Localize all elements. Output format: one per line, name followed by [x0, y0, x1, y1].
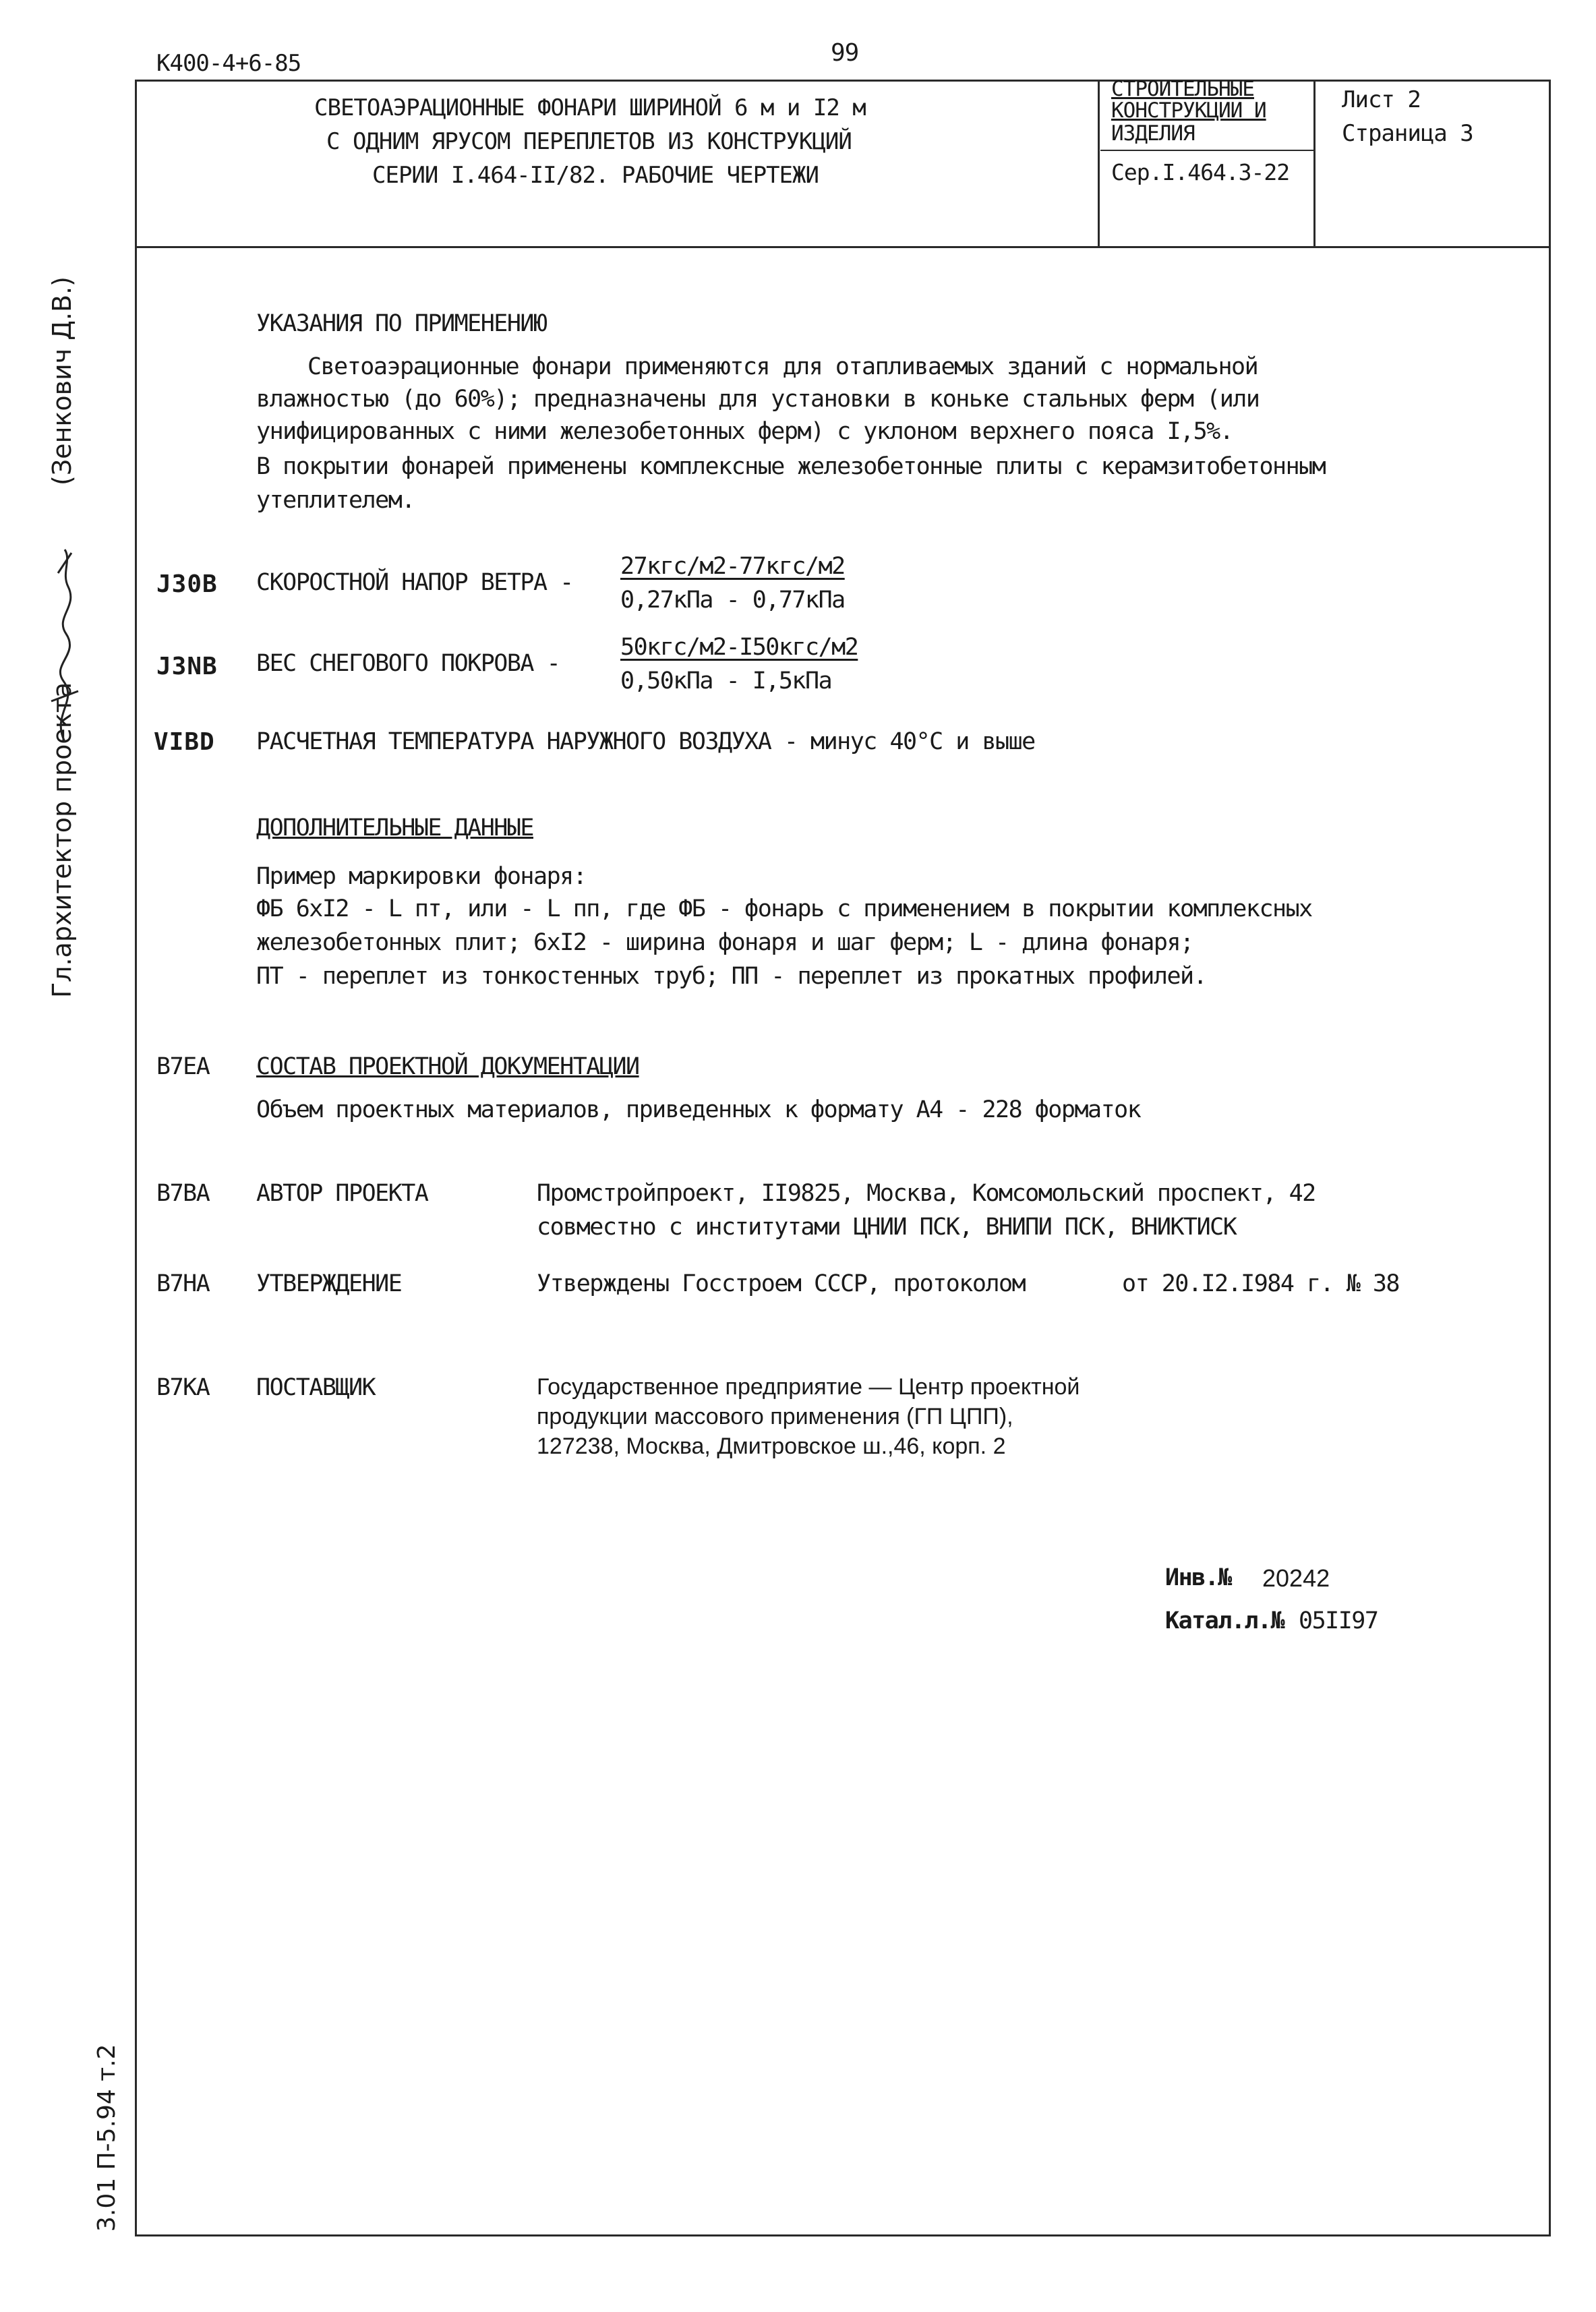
- signature-name: (Зенкович Д.В.): [47, 276, 77, 485]
- approval-text: Утверждены Госстроем СССР, протоколом: [537, 1270, 1026, 1297]
- inventory-number: 20242: [1262, 1564, 1330, 1592]
- inventory-label: Инв.№: [1165, 1564, 1231, 1591]
- category-line-3: ИЗДЕЛИЯ: [1111, 121, 1195, 146]
- print-mark: 3.01 П-5.94 т.2: [93, 2044, 121, 2232]
- author-label: АВТОР ПРОЕКТА: [256, 1180, 428, 1207]
- sheet-number: Лист 2: [1342, 86, 1421, 113]
- frame-top: [135, 80, 1551, 82]
- param-label-wind: СКОРОСТНОЙ НАПОР ВЕТРА -: [256, 569, 573, 596]
- frame-bottom: [135, 2234, 1551, 2236]
- signature-icon: [38, 546, 92, 748]
- param-snow-top: 50кгс/м2-I50кгс/м2: [620, 634, 858, 661]
- param-label-snow: ВЕС СНЕГОВОГО ПОКРОВА -: [256, 650, 560, 677]
- header-divider: [135, 246, 1551, 248]
- category-line-1: СТРОИТЕЛЬНЫЕ: [1111, 77, 1254, 101]
- additional-heading: ДОПОЛНИТЕЛЬНЫЕ ДАННЫЕ: [256, 814, 534, 841]
- additional-line-4: ПТ - переплет из тонкостенных труб; ПП - переплет из прокатных профилей.: [256, 963, 1207, 990]
- supplier-line-1: Государственное предприятие — Центр проектной: [537, 1374, 1080, 1400]
- document-code: К400-4+6-85: [156, 50, 301, 77]
- author-code: B7BA: [156, 1180, 210, 1207]
- composition-heading: СОСТАВ ПРОЕКТНОЙ ДОКУМЕНТАЦИИ: [256, 1053, 639, 1080]
- usage-line-3: унифицированных с ними железобетонных ферм) с уклоном верхнего пояса I,5%.: [256, 418, 1233, 445]
- supplier-label: ПОСТАВЩИК: [256, 1374, 376, 1401]
- supplier-line-2: продукции массового применения (ГП ЦПП),: [537, 1404, 1013, 1429]
- supplier-code: B7KA: [156, 1374, 210, 1401]
- approval-code: B7HA: [156, 1270, 210, 1297]
- usage-line-2: влажностью (до 60%); предназначены для установки в коньке стальных ферм (или: [256, 386, 1260, 413]
- additional-line-3: железобетонных плит; 6хI2 - ширина фонаря и шаг ферм; L - длина фонаря;: [256, 929, 1193, 956]
- category-line-2: КОНСТРУКЦИИ И: [1111, 98, 1266, 123]
- header-col-2: [1313, 80, 1316, 247]
- frame-right: [1549, 80, 1551, 2236]
- catalog-label: Катал.л.№: [1165, 1607, 1284, 1634]
- usage-line-4: В покрытии фонарей применены комплексные железобетонные плиты с керамзитобетонным: [256, 453, 1326, 480]
- series-code: Сер.I.464.3-22: [1111, 159, 1290, 185]
- param-snow-bottom: 0,50кПа - I,5кПа: [620, 668, 832, 694]
- supplier-line-3: 127238, Москва, Дмитровское ш.,46, корп. 2: [537, 1433, 1006, 1459]
- author-line-2: совместно с институтами ЦНИИ ПСК, ВНИПИ ПСК, ВНИКТИСК: [537, 1214, 1237, 1241]
- usage-line-5: утеплителем.: [256, 487, 415, 514]
- param-wind-top: 27кгс/м2-77кгс/м2: [620, 553, 845, 580]
- title-line-2: С ОДНИМ ЯРУСОМ ПЕРЕПЛЕТОВ ИЗ КОНСТРУКЦИЙ: [326, 128, 852, 155]
- title-line-1: СВЕТОАЭРАЦИОННЫЕ ФОНАРИ ШИРИНОЙ 6 м и I2 м: [314, 94, 866, 121]
- param-code-temp: VIBD: [154, 728, 215, 756]
- page-label: Страница 3: [1342, 120, 1473, 147]
- param-code-wind: J30B: [156, 570, 218, 598]
- category-underline: [1100, 150, 1313, 151]
- chief-architect-label: Гл.архитектор проекта: [47, 682, 77, 998]
- composition-code: B7EA: [156, 1053, 210, 1080]
- additional-line-1: Пример маркировки фонаря:: [256, 863, 587, 890]
- param-label-temp: РАСЧЕТНАЯ ТЕМПЕРАТУРА НАРУЖНОГО ВОЗДУХА - минус 40°С и выше: [256, 728, 1035, 755]
- usage-heading: УКАЗАНИЯ ПО ПРИМЕНЕНИЮ: [256, 310, 547, 337]
- frame-left: [135, 80, 137, 2236]
- approval-label: УТВЕРЖДЕНИЕ: [256, 1270, 402, 1297]
- page-number: 99: [831, 39, 859, 67]
- catalog-number: 05II97: [1299, 1607, 1378, 1634]
- param-code-snow: J3NB: [156, 653, 218, 680]
- composition-line: Объем проектных материалов, приведенных к формату А4 - 228 форматок: [256, 1096, 1141, 1123]
- param-wind-bottom: 0,27кПа - 0,77кПа: [620, 587, 845, 614]
- author-line-1: Промстройпроект, II9825, Москва, Комсомольский проспект, 42: [537, 1180, 1316, 1207]
- header-col-1: [1098, 80, 1100, 247]
- title-line-3: СЕРИИ I.464-II/82. РАБОЧИЕ ЧЕРТЕЖИ: [372, 162, 819, 189]
- usage-line-1: Светоаэрационные фонари применяются для отапливаемых зданий с нормальной: [307, 353, 1258, 380]
- additional-line-2: ФБ 6хI2 - L пт, или - L пп, где ФБ - фонарь с применением в покрытии комплексных: [256, 895, 1312, 922]
- approval-date: от 20.I2.I984 г. № 38: [1122, 1270, 1400, 1297]
